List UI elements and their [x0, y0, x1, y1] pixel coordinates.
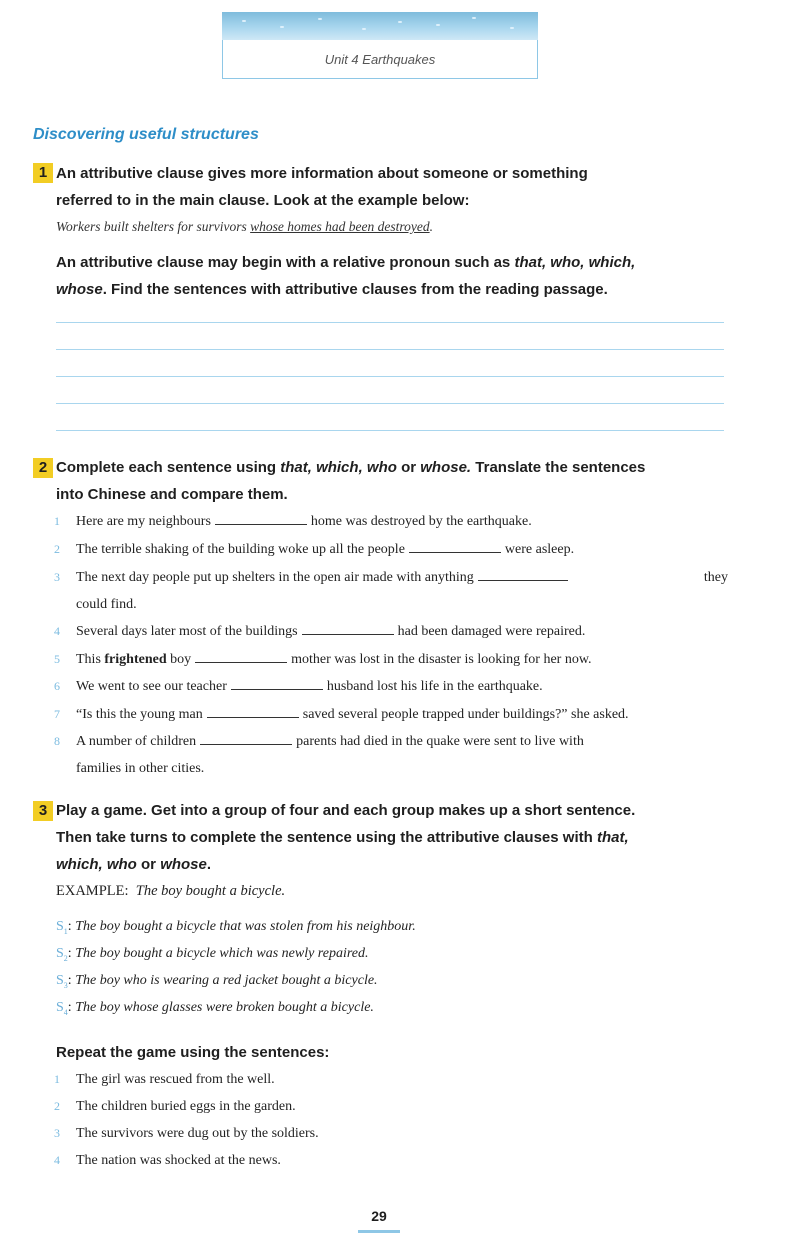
item-number: 1: [54, 1072, 60, 1086]
exercise-3-instruction: [56, 797, 736, 878]
fill-in-blank[interactable]: [409, 540, 501, 553]
unit-label: Unit 4 Earthquakes: [324, 51, 436, 67]
page-number: 29: [358, 1208, 400, 1233]
item-number: 7: [54, 707, 60, 721]
exercise-2-item: The next day people put up shelters in the open air made with anything they: [76, 570, 728, 585]
answer-line[interactable]: [56, 349, 724, 350]
exercise-2-item: “Is this the young man saved several people trapped under buildings?” she asked.: [76, 707, 629, 722]
example-underlined-clause: whose homes had been destroyed: [250, 219, 430, 234]
fill-in-blank[interactable]: [215, 512, 307, 525]
exercise-2-item: We went to see our teacher husband lost his life in the earthquake.: [76, 679, 543, 694]
exercise-2-item: The terrible shaking of the building woke up all the people were asleep.: [76, 542, 575, 557]
exercise-1-number-badge: 1: [33, 163, 53, 183]
exercise-2-item: This frightened boy mother was lost in the disaster is looking for her now.: [76, 652, 592, 667]
header-decorative-band: [222, 12, 538, 40]
fill-in-blank[interactable]: [200, 732, 292, 745]
item-number: 5: [54, 652, 60, 666]
exercise-2-item-continuation: families in other cities.: [76, 761, 205, 776]
answer-line[interactable]: [56, 403, 724, 404]
exercise-2-item: A number of children parents had died in the quake were sent to live with: [76, 734, 584, 749]
exercise-3-instruction-line-1: Play a game. Get into a group of four and each group makes up a short sentence.: [56, 802, 636, 819]
item-number: 4: [54, 624, 60, 638]
example-text: Workers built shelters for survivors: [56, 219, 251, 234]
exercise-1-example: [56, 219, 433, 235]
unit-label-box: [222, 40, 538, 79]
exercise-2-item: Several days later most of the buildings had been damaged were repaired.: [76, 624, 586, 639]
example-sentence: The boy bought a bicycle.: [135, 883, 286, 899]
repeat-item: The children buried eggs in the garden.: [76, 1099, 296, 1114]
fill-in-blank[interactable]: [231, 677, 323, 690]
exercise-1-instruction: [56, 160, 736, 214]
item-number: 3: [54, 1126, 60, 1140]
exercise-3-instruction-line-2: Then take turns to complete the sentence using the attributive clauses with that,: [56, 829, 629, 846]
exercise-3-number-badge: 3: [33, 801, 53, 821]
answer-line[interactable]: [56, 322, 724, 323]
exercise-1-paragraph-2: [56, 249, 736, 303]
paragraph-2-line-2: whose. Find the sentences with attributive clauses from the reading passage.: [56, 281, 608, 298]
item-number: 2: [54, 542, 60, 556]
item-number: 3: [54, 570, 60, 584]
repeat-item: The nation was shocked at the news.: [76, 1153, 281, 1168]
item-number: 1: [54, 514, 60, 528]
exercise-2-item: Here are my neighbours home was destroyed by the earthquake.: [76, 514, 532, 529]
answer-line[interactable]: [56, 376, 724, 377]
item-number: 8: [54, 734, 60, 748]
exercise-1-instruction-line-1: An attributive clause gives more information about someone or something: [56, 165, 588, 182]
exercise-2-number-badge: 2: [33, 458, 53, 478]
fill-in-blank[interactable]: [478, 568, 568, 581]
example-label: EXAMPLE:: [56, 883, 129, 899]
fill-in-blank[interactable]: [207, 705, 299, 718]
exercise-2-instruction-line-1: Complete each sentence using that, which, who or whose. Translate the sentences: [56, 459, 646, 476]
item-number: 6: [54, 679, 60, 693]
exercise-3-example: [56, 878, 285, 904]
student-sentence: $S_4$: The boy whose glasses were broken bought a bicycle.: [56, 1000, 374, 1017]
example-end: .: [429, 219, 433, 234]
fill-in-blank[interactable]: [195, 650, 287, 663]
student-sentence: $S_3$: The boy who is wearing a red jacket bought a bicycle.: [56, 973, 378, 990]
item-number: 4: [54, 1153, 60, 1167]
exercise-2-item-continuation: could find.: [76, 597, 137, 612]
student-sentence: $S_1$: The boy bought a bicycle that was stolen from his neighbour.: [56, 919, 416, 936]
repeat-heading: Repeat the game using the sentences:: [56, 1044, 330, 1061]
item-number: 2: [54, 1099, 60, 1113]
exercise-2-instruction: [56, 454, 736, 508]
repeat-item: The survivors were dug out by the soldiers.: [76, 1126, 319, 1141]
answer-line[interactable]: [56, 430, 724, 431]
repeat-item: The girl was rescued from the well.: [76, 1072, 275, 1087]
section-title: Discovering useful structures: [33, 126, 259, 143]
fill-in-blank[interactable]: [302, 622, 394, 635]
student-sentence: $S_2$: The boy bought a bicycle which was newly repaired.: [56, 946, 369, 963]
exercise-2-instruction-line-2: into Chinese and compare them.: [56, 486, 288, 503]
paragraph-2-line-1: An attributive clause may begin with a relative pronoun such as that, who, which,: [56, 254, 636, 271]
exercise-1-instruction-line-2: referred to in the main clause. Look at the example below:: [56, 192, 470, 209]
exercise-3-instruction-line-3: which, who or whose.: [56, 856, 212, 873]
